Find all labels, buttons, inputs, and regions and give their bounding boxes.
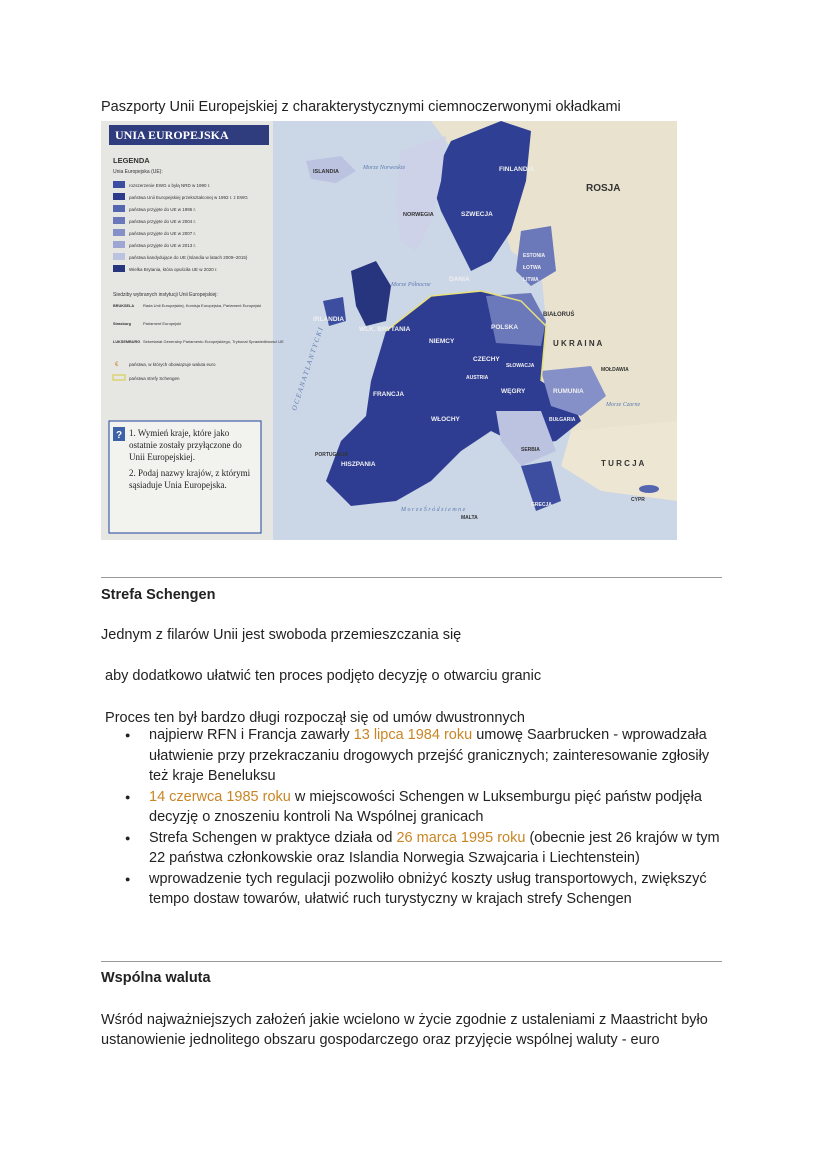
label-lithuania: LITWA	[523, 277, 539, 283]
legend-schengen: państwa strefy Schengen	[129, 376, 180, 381]
label-france: FRANCJA	[373, 391, 405, 398]
legend-euro: państwa, w których obowiązuje waluta euro	[129, 362, 216, 367]
question-icon: ?	[116, 430, 123, 441]
label-turkey: T U R C J A	[601, 459, 645, 468]
list-item	[121, 828, 726, 869]
divider	[101, 961, 722, 962]
label-bulgaria: BUŁGARIA	[549, 417, 576, 423]
schengen-bullet-list	[121, 725, 726, 910]
question-2: 2. Podaj nazwy krajów, z którymi sąsiaduje Unia Europejska.	[129, 468, 251, 490]
label-serbia: SERBIA	[521, 447, 540, 453]
list-item	[121, 725, 726, 787]
label-estonia: ESTONIA	[523, 253, 546, 259]
legend-label: państwa przyjęte do UE w 1995 r.	[129, 207, 197, 212]
legend-subtitle: Unia Europejska (UE):	[113, 169, 163, 175]
legend-swatch	[113, 241, 125, 248]
label-greece: GRECJA	[531, 502, 552, 508]
label-sweden: SZWECJA	[461, 211, 493, 218]
label-slovakia: SŁOWACJA	[506, 363, 535, 369]
label-ireland: IRLANDIA	[313, 316, 345, 323]
label-germany: NIEMCY	[429, 338, 455, 345]
schengen-paragraph-2: aby dodatkowo ułatwić ten proces podjęto decyzję o otwarciu granic	[101, 668, 542, 684]
legend-label: rozszerzenie EWG o byłą NRD w 1990 r.	[129, 183, 211, 188]
legend-swatch	[113, 181, 125, 188]
bullet-2-date: 14 czerwca 1985 roku	[149, 788, 291, 805]
bullet-3-rest: (obecnie jest 26 krajów w tym 22 państwa członkowskie oraz Islandia Norwegia Szwajcaria i Liechtenstein)	[149, 829, 720, 866]
legend-label: państwa kandydujące do UE (Islandia w latach 2009–2015)	[129, 255, 248, 260]
eu-map	[101, 121, 677, 540]
label-iceland: ISLANDIA	[313, 169, 339, 175]
bullet-3-date: 26 marca 1995 roku	[396, 829, 526, 846]
label-ukraine: U K R A I N A	[553, 339, 603, 348]
bullet-1-date: 13 lipca 1984 roku	[353, 727, 473, 743]
divider	[101, 577, 722, 578]
seat-city: BRUKSELA	[113, 304, 135, 308]
image-caption: Paszporty Unii Europejskiej z charakterystycznymi ciemnoczerwonymi okładkami	[101, 99, 621, 115]
seat-institutions: Rada Unii Europejskiej, Komisja Europejska, Parlament Europejski	[143, 303, 262, 308]
label-poland: POLSKA	[491, 324, 519, 331]
legend-title: LEGENDA	[113, 156, 150, 165]
label-romania: RUMUNIA	[553, 388, 584, 395]
label-russia: ROSJA	[586, 183, 621, 194]
legend-swatch	[113, 217, 125, 224]
seat-institutions: Parlament Europejski	[143, 321, 182, 326]
label-finland: FINLANDIA	[499, 166, 535, 173]
bullet-4-text: wprowadzenie tych regulacji pozwoliło obniżyć koszty usług transportowych, zwiększyć tempo dostaw towarów, ułatwić ruch turystyczny w krajach strefy Schengen	[149, 870, 707, 907]
label-atlantic: O C E A N A T L A N T Y C K I	[290, 326, 325, 412]
label-austria: AUSTRIA	[466, 375, 489, 381]
legend-swatch	[113, 253, 125, 260]
legend-swatch	[113, 229, 125, 236]
legend-label: Wielka Brytania, która opuściła UE w 2020 r.	[129, 267, 218, 272]
label-uk: WLK. BRYTANIA	[359, 326, 411, 333]
label-mediterranean: M o r z e Ś r ó d z i e m n e	[401, 507, 466, 513]
seat-city: LUKSEMBURG	[113, 340, 141, 344]
seats-title: Siedziby wybranych instytucji Unii Europejskiej:	[113, 292, 218, 298]
bullet-3-text: Strefa Schengen w praktyce działa od	[149, 829, 397, 846]
list-item	[121, 869, 726, 910]
label-italy: WŁOCHY	[431, 416, 460, 423]
eu-map-graphic	[101, 121, 677, 540]
label-north-sea: Morze Północne	[391, 282, 431, 288]
label-portugal: PORTUGALIA	[315, 452, 349, 458]
seat-city: Strasburg	[113, 322, 131, 326]
label-belarus: BIAŁORUŚ	[543, 312, 575, 318]
question-1: 1. Wymień kraje, które jako ostatnie zostały przyłączone do Unii Europejskiej.	[129, 428, 242, 462]
list-item	[121, 787, 726, 828]
legend-swatch	[113, 205, 125, 212]
legend-label: państwa przyjęte do UE w 2013 r.	[129, 243, 197, 248]
legend-swatch	[113, 265, 125, 272]
bullet-2-rest: w miejscowości Schengen w Luksemburgu pięć państw podjęła decyzję o znoszeniu kontroli Na Wspólnej granicach	[149, 788, 702, 825]
legend-label: państwa Unii Europejskiej przekształconej w 1992 r. z EWG	[129, 195, 248, 200]
label-norwegian-sea: Morze Norweskie	[363, 165, 406, 171]
label-norway: NORWEGIA	[403, 212, 434, 218]
label-czechia: CZECHY	[473, 356, 500, 363]
cyprus	[639, 485, 659, 493]
schengen-paragraph-1: Jednym z filarów Unii jest swoboda przemieszczania się	[101, 627, 462, 643]
label-denmark: DANIA	[449, 276, 470, 283]
legend-label: państwa przyjęte do UE w 2004 r.	[129, 219, 197, 224]
label-hungary: WĘGRY	[501, 388, 526, 395]
legend-label: państwa przyjęte do UE w 2007 r.	[129, 231, 197, 236]
heading-schengen: Strefa Schengen	[101, 587, 216, 603]
currency-paragraph: Wśród najważniejszych założeń jakie wcielono w życie zgodnie z ustaleniami z Maastricht było ustanowienie jednolitego obszaru gospodarczego oraz przyjęcie wspólnej waluty - euro	[101, 1012, 708, 1048]
legend-swatch	[113, 193, 125, 200]
label-malta: MALTA	[461, 515, 478, 521]
schengen-paragraph-3: Proces ten był bardzo długi rozpoczął się od umów dwustronnych	[101, 710, 525, 726]
heading-currency: Wspólna waluta	[101, 970, 211, 986]
bullet-1-rest: umowę Saarbrucken - wprowadzała ułatwienie przy przekraczaniu drogowych przejść granicznych; zainteresowanie zgłosiły też kraje Beneluksu	[149, 727, 710, 784]
bullet-1-text: najpierw RFN i Francja zawarły	[149, 727, 354, 743]
question-text	[129, 427, 257, 531]
label-cyprus: CYPR	[631, 497, 645, 503]
label-moldova: MOŁDAWIA	[601, 367, 629, 373]
label-spain: HISZPANIA	[341, 461, 376, 468]
map-title: UNIA EUROPEJSKA	[115, 128, 229, 142]
seat-institutions: Sekretariat Generalny Parlamentu Europejskiego, Trybunał Sprawiedliwości UE	[143, 339, 284, 344]
euro-icon: €	[115, 362, 119, 368]
label-black-sea: Morze Czarne	[606, 402, 641, 408]
label-latvia: ŁOTWA	[523, 265, 542, 271]
